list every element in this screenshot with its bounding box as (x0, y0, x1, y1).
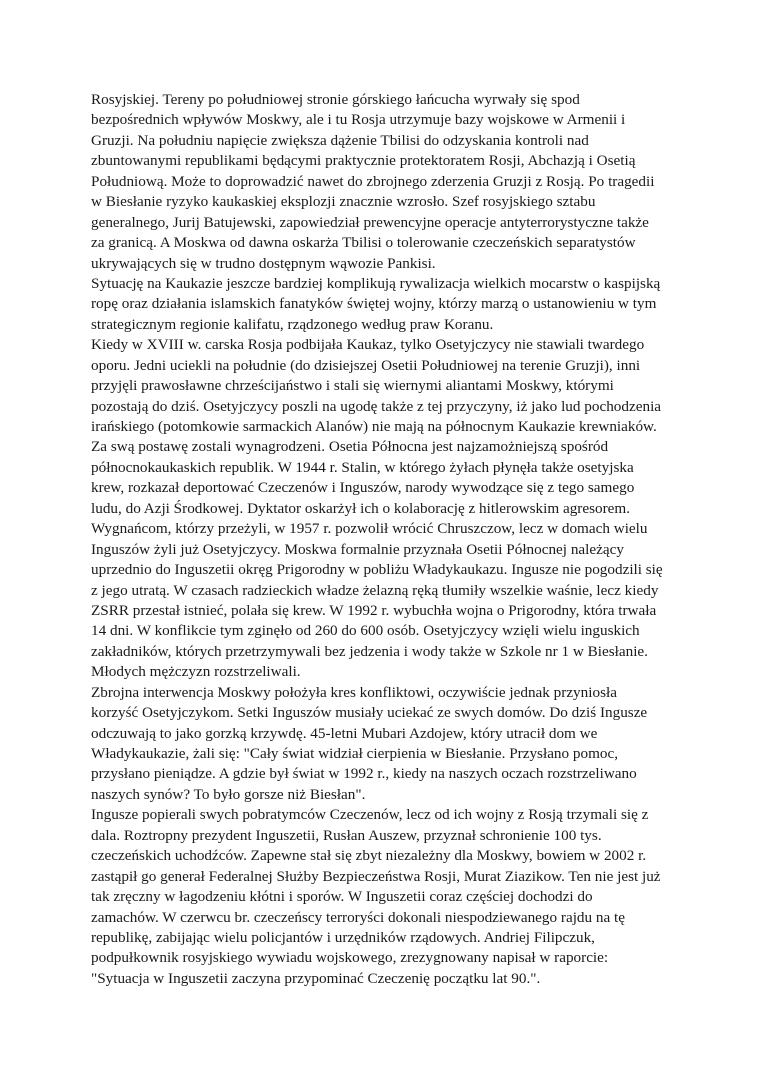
text-line: północnokaukaskich republik. W 1944 r. Stalin, w którego żyłach płynęła także osetyjska (91, 458, 634, 476)
text-line: ukrywających się w trudno dostępnym wąwozie Pankisi. (91, 254, 436, 272)
text-line: tak zręczny w łagodzeniu kłótni i sporów. W Inguszetii coraz częściej dochodzi do (91, 888, 593, 906)
text-line: podpułkownik rosyjskiego wywiadu wojskowego, zrezygnowany napisał w raporcie: (91, 949, 609, 967)
text-line: Inguszów żyli już Osetyjczycy. Moskwa formalnie przyznała Osetii Północnej należący (91, 540, 624, 558)
text-line: republikę, zabijając wielu policjantów i urzędników rządowych. Andriej Filipczuk, (91, 928, 595, 946)
text-line: bezpośrednich wpływów Moskwy, ale i tu Rosja utrzymuje bazy wojskowe w Armenii i (91, 111, 626, 129)
text-line: Zbrojna interwencja Moskwy położyła kres konfliktowi, oczywiście jednak przyniosła (91, 683, 617, 701)
text-line: odczuwają to jako gorzką krzywdę. 45-letni Mubari Azdojew, który utracił dom we (91, 724, 598, 742)
text-line: generalnego, Jurij Batujewski, zapowiedział prewencyjne operacje antyterrorystyczne także (91, 213, 649, 231)
text-line: w Biesłanie ryzyko kaukaskiej eksplozji znacznie wzrosło. Szef rosyjskiego sztabu (91, 193, 596, 211)
text-line: zamachów. W czerwcu br. czeczeńscy terroryści dokonali niespodziewanego rajdu na tę (91, 908, 625, 926)
text-line: przysłano pieniądze. A gdzie był świat w 1992 r., kiedy na naszych oczach rozstrzeliwano (91, 765, 637, 783)
text-line: Kiedy w XVIII w. carska Rosja podbijała Kaukaz, tylko Osetyjczycy nie stawiali twardego (91, 336, 645, 354)
text-line: Młodych mężczyzn rozstrzeliwali. (91, 663, 301, 681)
text-line: ludu, do Azji Środkowej. Dyktator oskarżył ich o kolaborację z hitlerowskim agresorem. (91, 499, 631, 517)
text-line: dala. Roztropny prezydent Inguszetii, Rusłan Auszew, przyznał schronienie 100 tys. (91, 826, 602, 844)
text-line: Gruzji. Na południu napięcie zwiększa dążenie Tbilisi do odzyskania kontroli nad (91, 131, 589, 149)
text-line: irańskiego (potomkowie sarmackich Alanów) nie mają na północnym Kaukazie krewniaków. (91, 418, 657, 435)
text-line: za granicą. A Moskwa od dawna oskarża Tbilisi o tolerowanie czeczeńskich separatystów (91, 234, 636, 252)
text-line: ZSRR przestał istnieć, polała się krew. W 1992 r. wybuchła wojna o Prigorodny, która trwała (91, 601, 657, 619)
document-body (91, 90, 683, 989)
text-line: zakładników, których przetrzymywali bez jedzenia i wody także w Szkole nr 1 w Biesłanie. (91, 642, 648, 660)
text-line: zastąpił go generał Federalnej Służby Bezpieczeństwa Rosji, Murat Ziazikow. Ten nie jest już (91, 867, 661, 885)
text-line: przyjęli prawosławne chrześcijaństwo i stali się wiernymi aliantami Moskwy, którymi (91, 377, 614, 395)
text-line: Południową. Może to doprowadzić nawet do zbrojnego zderzenia Gruzji z Rosją. Po tragedii (91, 172, 655, 190)
text-line: krew, rozkazał deportować Czeczenów i Inguszów, narody wywodzące się z tego samego (91, 479, 635, 497)
text-line: naszych synów? To było gorsze niż Biesłan". (91, 785, 366, 803)
text-line: 14 dni. W konflikcie tym zginęło od 260 do 600 osób. Osetyjczycy wzięli wielu inguskich (91, 622, 640, 640)
text-line: pozostają do dziś. Osetyjczycy poszli na ugodę także z tej przyczyny, iż jako lud pochodzenia (91, 397, 662, 415)
text-line: Sytuację na Kaukazie jeszcze bardziej komplikują rywalizacja wielkich mocarstw o kaspijską (91, 274, 661, 292)
text-line: Za swą postawę zostali wynagrodzeni. Osetia Północna jest najzamożniejszą spośród (91, 438, 609, 456)
text-line: zbuntowanymi republikami będącymi praktycznie protektoratem Rosji, Abchazją i Osetią (91, 152, 636, 170)
text-line: uprzednio do Inguszetii okręg Prigorodny w pobliżu Władykaukazu. Ingusze nie pogodzili się (91, 561, 663, 579)
text-line: Władykaukazie, żali się: "Cały świat widział cierpienia w Biesłanie. Przysłano pomoc, (91, 745, 619, 762)
text-line: Wygnańcom, którzy przeżyli, w 1957 r. pozwolił wrócić Chruszczow, lecz w domach wielu (91, 520, 648, 538)
text-line: z jego utratą. W czasach radzieckich władze żelazną ręką tłumiły wszelkie waśnie, lecz kiedy (91, 581, 659, 599)
text-line: strategicznym regionie kalifatu, rządzonego według praw Koranu. (91, 315, 494, 333)
text-line: oporu. Jedni uciekli na południe (do dzisiejszej Osetii Południowej na terenie Gruzji), inni (91, 356, 641, 374)
text-line: korzyść Osetyjczykom. Setki Inguszów musiały uciekać ze swych domów. Do dziś Ingusze (91, 704, 648, 722)
text-line: "Sytuacja w Inguszetii zaczyna przypominać Czeczenię początku lat 90.". (91, 969, 541, 987)
text-line: czeczeńskich uchodźców. Zapewne stał się zbyt niezależny dla Moskwy, bowiem w 2002 r. (91, 847, 647, 865)
text-line: ropę oraz działania islamskich fanatyków świętej wojny, którzy marzą o ustanowieniu w tym (91, 295, 657, 313)
text-line: Rosyjskiej. Tereny po południowej stronie górskiego łańcucha wyrwały się spod (91, 91, 580, 108)
text-line: Ingusze popierali swych pobratymców Czeczenów, lecz od ich wojny z Rosją trzymali się z (91, 806, 649, 824)
